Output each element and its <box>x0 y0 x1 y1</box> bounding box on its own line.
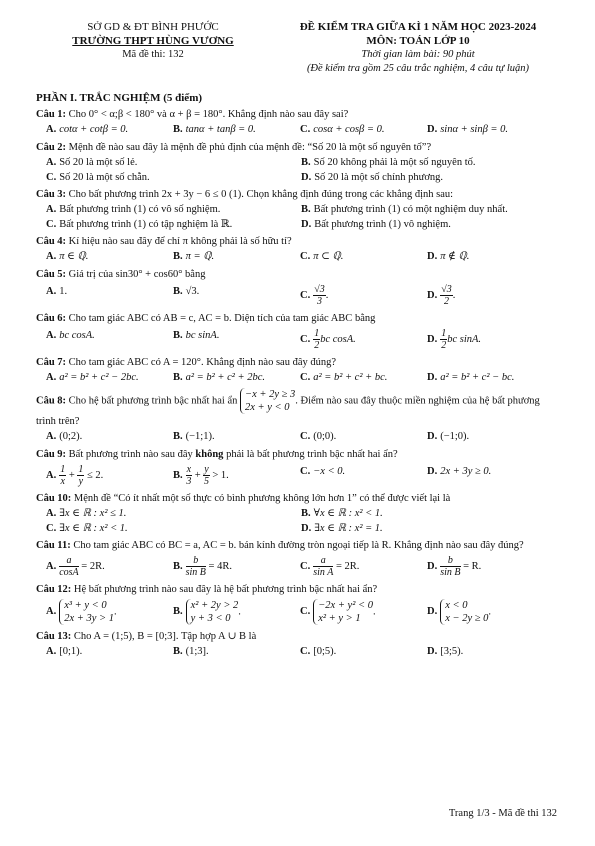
option-d: D. [3;5). <box>427 646 464 657</box>
option-a: A. ∃x ∈ ℝ : x² ≤ 1. <box>46 508 127 519</box>
option-c: C. (0;0). <box>300 431 337 442</box>
option-a: A. [0;1). <box>46 646 83 657</box>
option-c: C. Số 20 là một số chẵn. <box>46 172 150 183</box>
question-stem: Mệnh đề nào sau đây là mệnh đề phủ định của mệnh đề: “Số 20 là một số nguyên tố”? <box>68 142 432 153</box>
question-label: Câu 2: <box>36 142 67 153</box>
option-a: A. a² = b² + c² − 2bc. <box>46 372 139 383</box>
option-b: B. tanα + tanβ = 0. <box>173 124 256 135</box>
option-d: D. x < 0 x − 2y ≥ 0 . <box>427 600 492 624</box>
question-stem-emph: không <box>195 449 224 460</box>
question-8 <box>36 388 561 445</box>
option-b: B. bc sinA. <box>173 330 220 341</box>
option-a: A. $\frac{1}{x}$ + $\frac{1}{y}$ ≤ 2. <box>46 464 104 487</box>
option-b: B. (1;3]. <box>173 646 209 657</box>
exam-title: ĐỀ KIỂM TRA GIỮA KÌ 1 NĂM HỌC 2023-2024 <box>299 21 537 33</box>
option-d: D. 2x + 3y ≥ 0. <box>427 466 492 477</box>
question-1 <box>36 107 561 138</box>
department-name: SỞ GD & ĐT BÌNH PHƯỚC <box>87 21 219 33</box>
option-a: A. Số 20 là một số lẻ. <box>46 157 138 168</box>
option-c: C. −2x + y² < 0 x² + y > 1 . <box>300 600 376 624</box>
question-stem: Cho 0° < α;β < 180° và α + β = 180°. Khẳng định nào sau đây sai? <box>68 109 349 120</box>
header-left <box>48 20 258 62</box>
question-10 <box>36 491 561 536</box>
question-stem-cont: phải là bất phương trình bậc nhất hai ẩn? <box>226 449 398 460</box>
question-label: Câu 13: <box>36 631 72 642</box>
question-stem: Mệnh đề “Có ít nhất một số thực có bình phương không lớn hơn 1” có thể được viết lại là <box>73 493 451 504</box>
option-d: D. Số 20 là một số chính phương. <box>301 172 444 183</box>
fraction: $\frac{√3}{2}$ <box>441 284 452 307</box>
question-stem: Cho tam giác ABC có AB = c, AC = b. Diện tích của tam giác ABC bằng <box>68 313 376 324</box>
option-a: A. 1. <box>46 286 68 297</box>
question-stem: Cho bất phương trình 2x + 3y − 6 ≤ 0 (1). Chọn khẳng định đúng trong các khẳng định sau: <box>68 189 454 200</box>
question-5 <box>36 267 561 309</box>
question-label: Câu 12: <box>36 584 72 595</box>
option-a: A. π ∈ ℚ. <box>46 251 89 262</box>
question-13 <box>36 629 561 660</box>
header-right <box>268 20 568 76</box>
option-d: D. Bất phương trình (1) vô nghiệm. <box>301 219 451 230</box>
option-d: D. ∃x ∈ ℝ : x² = 1. <box>301 523 383 534</box>
option-b: B. √3. <box>173 286 200 297</box>
option-c: C. Bất phương trình (1) có tập nghiệm là ℝ. <box>46 219 233 230</box>
question-6 <box>36 311 561 353</box>
option-d: D. a² = b² + c² − bc. <box>427 372 515 383</box>
question-label: Câu 11: <box>36 540 71 551</box>
question-stem: Cho A = (1;5), B = [0;3]. Tập hợp A ∪ B là <box>73 631 257 642</box>
school-name: TRƯỜNG THPT HÙNG VƯƠNG <box>72 35 234 47</box>
question-label: Câu 4: <box>36 236 67 247</box>
question-9 <box>36 447 561 489</box>
option-b: B. π = ℚ. <box>173 251 215 262</box>
option-a: A. $\frac{a}{\cos A}$ = 2R. <box>46 555 105 578</box>
option-c: C. [0;5). <box>300 646 337 657</box>
option-d: D. (−1;0). <box>427 431 470 442</box>
fraction: $\frac{√3}{3}$ <box>314 284 325 307</box>
question-4 <box>36 234 561 265</box>
question-12 <box>36 582 561 627</box>
option-b: B. Số 20 không phải là một số nguyên tố. <box>301 157 476 168</box>
question-stem: Giá trị của sin30° + cos60° bằng <box>68 269 206 280</box>
question-stem: Bất phương trình nào sau đây <box>68 449 193 460</box>
subject: MÔN: TOÁN LỚP 10 <box>366 35 470 47</box>
fraction: $\frac{1}{2}$ <box>314 328 320 351</box>
option-b: B. $\frac{x}{3}$ + $\frac{y}{5}$ > 1. <box>173 464 229 487</box>
question-7 <box>36 355 561 386</box>
option-b: B. (−1;1). <box>173 431 215 442</box>
question-label: Câu 7: <box>36 357 67 368</box>
question-label: Câu 10: <box>36 493 72 504</box>
question-stem: Cho tam giác ABC có A = 120°. Khẳng định nào sau đây đúng? <box>68 357 337 368</box>
option-b: B. $\frac{b}{\text{sin B}}$ = 4R. <box>173 555 232 578</box>
exam-note: (Đề kiểm tra gồm 25 câu trắc nghiệm, 4 câu tự luận) <box>306 63 530 74</box>
option-d: D. $\frac{1}{2}$ bc sinA. <box>427 328 482 351</box>
option-c: C. cosα + cosβ = 0. <box>300 124 385 135</box>
page-footer: Trang 1/3 - Mã đề thi 132 <box>448 808 557 819</box>
option-c: C. $\frac{√3}{3}$ . <box>300 284 329 307</box>
question-stem-cont: . Điểm nào sau đây thuộc miền nghiệm của hệ bất phương trình trên? <box>36 395 540 427</box>
option-a: A. cotα + cotβ = 0. <box>46 124 129 135</box>
option-b: B. Bất phương trình (1) có một nghiệm duy nhất. <box>301 204 508 215</box>
question-3 <box>36 187 561 232</box>
option-b: B. x² + 2y > 2 y + 3 < 0 . <box>173 600 241 624</box>
question-stem: Hệ bất phương trình nào sau đây là hệ bất phương trình bậc nhất hai ẩn? <box>73 584 378 595</box>
section-title: PHẦN I. TRẮC NGHIỆM (5 điểm) <box>36 92 203 104</box>
option-c: C. π ⊂ ℚ. <box>300 251 344 262</box>
question-label: Câu 1: <box>36 109 67 120</box>
question-label: Câu 3: <box>36 189 67 200</box>
option-d: D. π ∉ ℚ. <box>427 251 470 262</box>
option-c: C. a² = b² + c² + bc. <box>300 372 388 383</box>
fraction: $\frac{1}{2}$ <box>441 328 447 351</box>
question-label: Câu 5: <box>36 269 67 280</box>
option-c: C. −x < 0. <box>300 466 346 477</box>
question-stem: Cho tam giác ABC có BC = a, AC = b. bán kính đường tròn ngoại tiếp là R. Khẳng định nào sau đây đúng? <box>73 540 524 551</box>
exam-code: Mã đề thi: 132 <box>122 49 184 60</box>
inequality-system: −x + 2y ≥ 3 2x + y < 0 <box>240 388 295 414</box>
option-c: C. $\frac{a}{\text{sin A}}$ = 2R. <box>300 555 360 578</box>
option-d: D. sinα + sinβ = 0. <box>427 124 509 135</box>
question-label: Câu 8: <box>36 395 67 407</box>
question-2 <box>36 140 561 185</box>
questions <box>36 92 561 662</box>
option-d: D. $\frac{b}{\text{sin B}}$ = R. <box>427 555 482 578</box>
option-b: B. ∀x ∈ ℝ : x² < 1. <box>301 508 383 519</box>
question-stem: Cho hệ bất phương trình bậc nhất hai ẩn <box>68 395 238 407</box>
option-c: C. ∃x ∈ ℝ : x² < 1. <box>46 523 128 534</box>
question-label: Câu 6: <box>36 313 67 324</box>
option-c: C. $\frac{1}{2}$ bc cosA. <box>300 328 356 351</box>
question-11 <box>36 538 561 580</box>
option-d: D. $\frac{√3}{2}$ . <box>427 284 456 307</box>
option-a: A. Bất phương trình (1) có vô số nghiệm. <box>46 204 221 215</box>
option-a: A. (0;2). <box>46 431 83 442</box>
option-a: A. bc cosA. <box>46 330 95 341</box>
question-stem: Kí hiệu nào sau đây để chỉ π không phải là số hữu tỉ? <box>68 236 292 247</box>
option-a: A. x³ + y < 0 2x + 3y > 1 . <box>46 600 117 624</box>
question-label: Câu 9: <box>36 449 67 460</box>
option-b: B. a² = b² + c² + 2bc. <box>173 372 266 383</box>
time-limit: Thời gian làm bài: 90 phút <box>361 49 475 60</box>
